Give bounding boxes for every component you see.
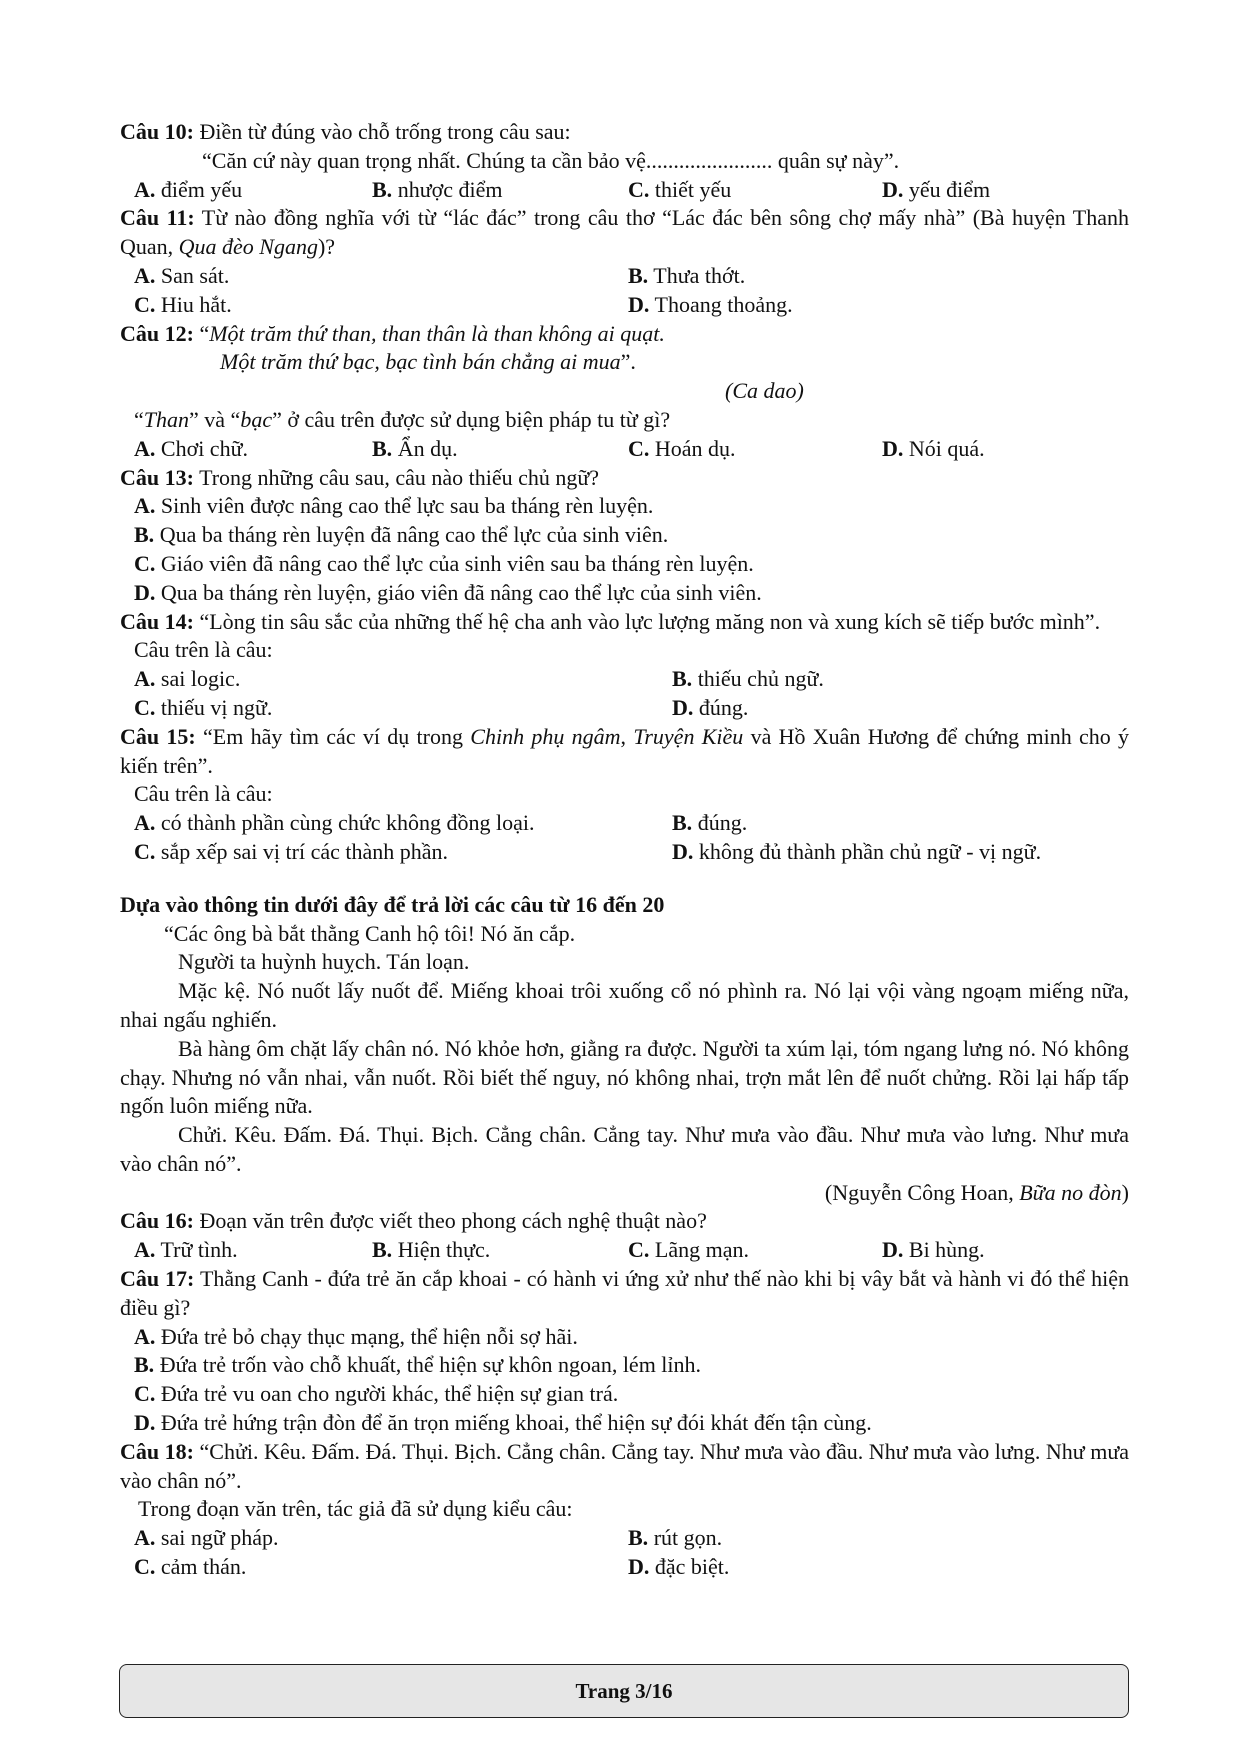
option-c: C. Hoán dụ.	[628, 435, 736, 461]
option-b: B. Qua ba tháng rèn luyện đã nâng cao thể lực của sinh viên.	[134, 522, 669, 548]
option-b: B. nhược điểm	[372, 176, 503, 202]
option-b: B. đúng.	[672, 810, 748, 836]
exam-page	[120, 118, 1129, 1582]
question-16-options	[120, 1236, 1129, 1265]
option-c: C. Lãng mạn.	[628, 1237, 749, 1263]
option-c: C. sắp xếp sai vị trí các thành phần.	[134, 838, 449, 864]
question-14-options-row1	[120, 665, 1129, 694]
option-d: D. đặc biệt.	[628, 1554, 730, 1580]
option-d: D. Nói quá.	[882, 435, 985, 461]
question-label: Câu 13:	[120, 464, 194, 490]
option-a: A. điểm yếu	[134, 176, 243, 202]
page-number: Trang 3/16	[575, 1678, 673, 1703]
question-label: Câu 16:	[120, 1208, 194, 1234]
option-b: B. Thưa thớt.	[628, 262, 746, 288]
option-c: C. cảm thán.	[134, 1554, 247, 1580]
question-14: Câu 14: “Lòng tin sâu sắc của những thế hệ cha anh vào lực lượng măng non và xung kích sẽ tiếp bước mình”.	[120, 608, 1101, 634]
question-15-options-row2	[120, 838, 1129, 867]
question-label: Câu 15:	[120, 723, 196, 749]
option-c: C. thiếu vị ngữ.	[134, 694, 273, 720]
question-13: Câu 13: Trong những câu sau, câu nào thiếu chủ ngữ?	[120, 464, 600, 490]
option-a: A. Trữ tình.	[134, 1237, 238, 1263]
option-a: A. sai logic.	[134, 666, 241, 692]
question-12-stem: “Than” và “bạc” ở câu trên được sử dụng biện pháp tu từ gì?	[134, 406, 671, 432]
question-16: Câu 16: Đoạn văn trên được viết theo phong cách nghệ thuật nào?	[120, 1208, 707, 1234]
question-18-options-row2	[120, 1553, 1129, 1582]
option-c: C. Giáo viên đã nâng cao thể lực của sinh viên sau ba tháng rèn luyện.	[134, 550, 754, 576]
question-label: Câu 14:	[120, 608, 194, 634]
passage-paragraph-3: Mặc kệ. Nó nuốt lấy nuốt để. Miếng khoai trôi xuống cổ nó phình ra. Nó lại vội vàng ngoạm miếng nữa, nhai ngấu nghiến.	[120, 978, 1129, 1032]
option-b: B. Ẩn dụ.	[372, 435, 458, 461]
option-d: D. đúng.	[672, 694, 749, 720]
option-d: D. Qua ba tháng rèn luyện, giáo viên đã nâng cao thể lực của sinh viên.	[134, 579, 762, 605]
question-10	[120, 118, 1129, 147]
option-d: D. Bi hùng.	[882, 1237, 985, 1263]
question-12: Câu 12: “Một trăm thứ than, than thân là than không ai quạt.	[120, 320, 665, 346]
work-title: Qua đèo Ngang	[178, 234, 318, 260]
question-10-quote: “Căn cứ này quan trọng nhất. Chúng ta cần bảo vệ....................... quân sự này”.	[202, 147, 900, 173]
option-a: A. Chơi chữ.	[134, 435, 248, 461]
option-c: C. Đứa trẻ vu oan cho người khác, thể hiện sự gian trá.	[134, 1381, 619, 1407]
passage-paragraph-5: Chửi. Kêu. Đấm. Đá. Thụi. Bịch. Cẳng chân. Cẳng tay. Như mưa vào đầu. Như mưa vào lưng. Như mưa vào chân nó”.	[120, 1122, 1129, 1176]
question-label: Câu 12:	[120, 320, 194, 346]
option-d: D. Thoang thoảng.	[628, 291, 793, 317]
passage-source: (Nguyễn Công Hoan, Bữa no đòn)	[824, 1179, 1129, 1205]
page-footer	[119, 1664, 1129, 1718]
question-14-options-row2	[120, 694, 1129, 723]
passage-paragraph-4: Bà hàng ôm chặt lấy chân nó. Nó khỏe hơn, giằng ra được. Người ta xúm lại, tóm ngang lưng nó. Nó không chạy. Nhưng nó vẫn nhai, vẫn nuốt. Rồi biết thế nguy, nó không nhai, trợn mắt lên để nuốt chửng. Rồi lại hấp tấp ngốn luôn miếng nữa.	[120, 1035, 1129, 1119]
question-label: Câu 18:	[120, 1438, 194, 1464]
option-c: C. thiết yếu	[628, 176, 732, 202]
question-11: Câu 11: Từ nào đồng nghĩa với từ “lác đác” trong câu thơ “Lác đác bên sông chợ mấy nhà” (Bà huyện Thanh Quan, Qua đèo Ngang)?	[120, 205, 1129, 260]
option-c: C. Hiu hắt.	[134, 291, 232, 317]
question-18: Câu 18: “Chửi. Kêu. Đấm. Đá. Thụi. Bịch. Cẳng chân. Cẳng tay. Như mưa vào đầu. Như mưa vào lưng. Như mưa vào chân nó”.	[120, 1438, 1130, 1493]
question-15-stem: Câu trên là câu:	[134, 781, 273, 807]
passage-heading: Dựa vào thông tin dưới đây để trả lời các câu từ 16 đến 20	[120, 891, 665, 917]
option-a: A. San sát.	[134, 262, 230, 288]
option-d: D. không đủ thành phần chủ ngữ - vị ngữ.	[672, 838, 1042, 864]
passage-line-1: “Các ông bà bắt thằng Canh hộ tôi! Nó ăn cắp.	[164, 920, 576, 946]
verse-line-2: Một trăm thứ bạc, bạc tình bán chẳng ai mua”.	[220, 349, 636, 375]
question-11-options-row1	[120, 262, 1129, 291]
option-d: D. yếu điểm	[882, 176, 991, 202]
question-15-options-row1	[120, 809, 1129, 838]
question-text: Điền từ đúng vào chỗ trống trong câu sau:	[199, 119, 571, 144]
option-b: B. thiếu chủ ngữ.	[672, 666, 824, 692]
question-10-options	[120, 176, 1129, 205]
option-b: B. Đứa trẻ trốn vào chỗ khuất, thể hiện sự khôn ngoan, lém lỉnh.	[134, 1352, 702, 1378]
option-b: B. Hiện thực.	[372, 1237, 491, 1263]
question-12-options	[120, 435, 1129, 464]
question-17: Câu 17: Thằng Canh - đứa trẻ ăn cắp khoai - có hành vi ứng xử như thế nào khi bị vây bắt và hành vi đó thể hiện điều gì?	[120, 1266, 1129, 1320]
verse-line-1: Một trăm thứ than, than thân là than không ai quạt.	[209, 320, 665, 346]
option-a: A. sai ngữ pháp.	[134, 1525, 279, 1551]
question-18-stem: Trong đoạn văn trên, tác giả đã sử dụng kiểu câu:	[138, 1496, 573, 1522]
verse-source: (Ca dao)	[725, 378, 804, 404]
option-a: A. Sinh viên được nâng cao thể lực sau ba tháng rèn luyện.	[134, 493, 654, 519]
question-label: Câu 10:	[120, 119, 194, 144]
question-label: Câu 11:	[120, 205, 195, 231]
question-label: Câu 17:	[120, 1266, 195, 1292]
passage-line-2: Người ta huỳnh huỵch. Tán loạn.	[178, 949, 470, 975]
option-d: D. Đứa trẻ hứng trận đòn để ăn trọn miếng khoai, thể hiện sự đói khát đến tận cùng.	[134, 1410, 872, 1436]
option-b: B. rút gọn.	[628, 1525, 723, 1551]
question-15: Câu 15: “Em hãy tìm các ví dụ trong Chinh phụ ngâm, Truyện Kiều và Hồ Xuân Hương để chứng minh cho ý kiến trên”.	[120, 723, 1130, 778]
question-18-options-row1	[120, 1524, 1129, 1553]
question-14-stem: Câu trên là câu:	[134, 637, 273, 663]
option-a: A. có thành phần cùng chức không đồng loại.	[134, 810, 535, 836]
question-11-options-row2	[120, 291, 1129, 320]
option-a: A. Đứa trẻ bỏ chạy thục mạng, thể hiện nỗi sợ hãi.	[134, 1323, 578, 1349]
